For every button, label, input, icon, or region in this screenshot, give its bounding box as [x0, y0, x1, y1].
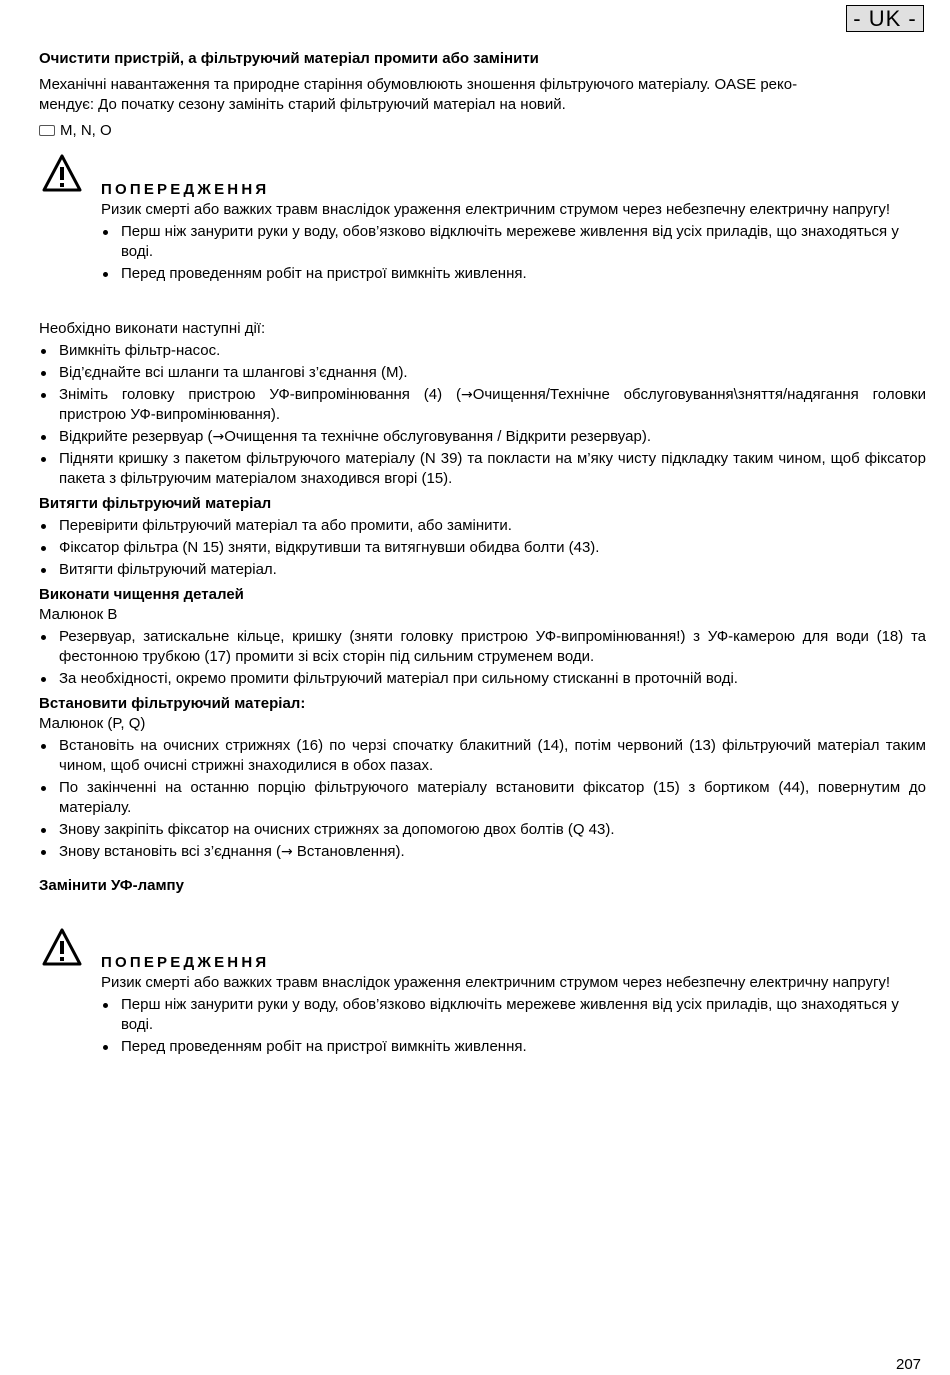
step-text: Очищення/Технічне обслуговування\зняття/надягання головки пристрою УФ-випромінювання).: [59, 386, 926, 423]
step-item: Від’єднайте всі шланги та шлангові з’єднання (M).: [39, 363, 926, 383]
page-number: 207: [896, 1356, 922, 1373]
install-item: Встановіть на очисних стрижнях (16) по черзі спочатку блакитний (14), потім червоний (13) фільтруючий матеріал таким чином, щоб очисні стрижні знаходилися в обох пазах.: [39, 736, 926, 776]
install-figure: Малюнок (P, Q): [39, 715, 146, 732]
steps-list: [39, 341, 926, 489]
warning-list: [101, 995, 925, 1057]
step-text: Відкрийте резервуар (: [59, 428, 213, 445]
remove-item: Витягти фільтруючий матеріал.: [39, 560, 926, 580]
warning-title: ПОПЕРЕДЖЕННЯ: [101, 954, 270, 971]
clean-intro-line-1: Механічні навантаження та природне старіння обумовлюють зношення фільтруючого матеріалу. OASE реко-: [39, 76, 798, 93]
install-section-title: Встановити фільтруючий матеріал:: [39, 695, 306, 712]
install-list: [39, 736, 926, 862]
install-item: По закінченні на останню порцію фільтруючого матеріалу встановити фіксатор (15) з бортиком (44), повернутим до матеріалу.: [39, 778, 926, 818]
arrow-icon: →: [460, 387, 473, 403]
warning-triangle-icon: [41, 927, 83, 967]
clean-section: [39, 49, 926, 141]
warning-box-1: [101, 180, 925, 284]
warning-item: Перш ніж занурити руки у воду, обов’язково відключіть мережеве живлення від усіх приладів, що знаходяться у воді.: [101, 995, 925, 1035]
cleaning-section-title: Виконати чищення деталей: [39, 586, 244, 603]
step-text: Очищення та технічне обслуговування / Відкрити резервуар).: [224, 428, 651, 445]
step-item: [39, 427, 926, 447]
install-item: Знову закріпіть фіксатор на очисних стрижнях за допомогою двох болтів (Q 43).: [39, 820, 926, 840]
arrow-icon: →: [281, 844, 293, 860]
warning-list: [101, 222, 925, 284]
remove-section-title: Витягти фільтруючий матеріал: [39, 495, 272, 512]
steps-section: [39, 319, 926, 896]
steps-intro: Необхідно виконати наступні дії:: [39, 320, 266, 337]
warning-item: Перед проведенням робіт на пристрої вимкніть живлення.: [101, 1037, 925, 1057]
warning-box-2: [101, 953, 925, 1057]
cleaning-figure: Малюнок B: [39, 606, 118, 623]
step-item: Вимкніть фільтр-насос.: [39, 341, 926, 361]
warning-text: Ризик смерті або важких травм внаслідок ураження електричним струмом через небезпечну електричну напругу!: [101, 974, 891, 991]
uv-section-title: Замінити УФ-лампу: [39, 877, 184, 894]
warning-item: Перш ніж занурити руки у воду, обов’язково відключіть мережеве живлення від усіх приладів, що знаходяться у воді.: [101, 222, 925, 262]
install-item: [39, 842, 926, 862]
clean-intro-line-2: мендує: До початку сезону замініть старий фільтруючий матеріал на новий.: [39, 96, 566, 113]
warning-triangle-icon: [41, 153, 83, 193]
install-text: Знову встановіть всі з’єднання (: [59, 843, 282, 860]
warning-item: Перед проведенням робіт на пристрої вимкніть живлення.: [101, 264, 925, 284]
clean-section-title: Очистити пристрій, а фільтруючий матеріал промити або замінити: [39, 50, 539, 67]
arrow-icon: →: [212, 429, 225, 445]
figure-reference-text: M, N, O: [60, 122, 112, 139]
step-item: [39, 385, 926, 425]
language-badge: - UK -: [846, 5, 924, 32]
remove-item: Фіксатор фільтра (N 15) зняти, відкрутивши та витягнувши обидва болти (43).: [39, 538, 926, 558]
step-text: Зніміть головку пристрою УФ-випромінювання (4) (: [59, 386, 461, 403]
cleaning-item: За необхідності, окремо промити фільтруючий матеріал при сильному стисканні в проточній воді.: [39, 669, 926, 689]
figure-reference: [39, 121, 926, 141]
cleaning-list: [39, 627, 926, 689]
remove-list: [39, 516, 926, 580]
step-item: Підняти кришку з пакетом фільтруючого матеріалу (N 39) та покласти на м’яку чисту підкладку таким чином, щоб фіксатор пакета з фільтруючим матеріалом знаходився вгорі (15).: [39, 449, 926, 489]
remove-item: Перевірити фільтруючий матеріал та або промити, або замінити.: [39, 516, 926, 536]
cleaning-item: Резервуар, затискальне кільце, кришку (зняти головку пристрою УФ-випромінювання!) з УФ-камерою для води (18) та фестонною трубкою (17) промити зі всіх сторін під сильним струменем води.: [39, 627, 926, 667]
warning-text: Ризик смерті або важких травм внаслідок ураження електричним струмом через небезпечну електричну напругу!: [101, 201, 891, 218]
book-icon: [39, 125, 55, 136]
warning-title: ПОПЕРЕДЖЕННЯ: [101, 181, 270, 198]
install-text: Встановлення).: [292, 843, 405, 860]
